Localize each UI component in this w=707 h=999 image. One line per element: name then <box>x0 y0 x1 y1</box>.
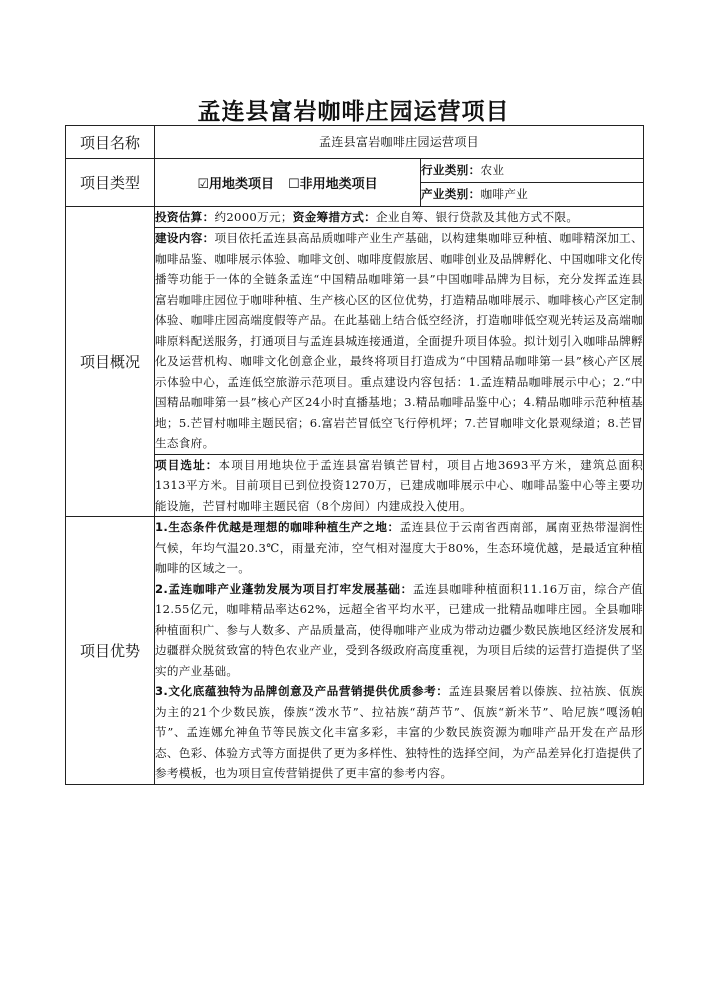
sector-category <box>421 183 644 207</box>
industry-category <box>421 159 644 183</box>
project-table <box>65 125 644 785</box>
label-project-type: 项目类型 <box>66 159 155 207</box>
advantage-text: 孟连县咖啡种植面积11.16万亩，综合产值12.55亿元，咖啡精品率达62%，远超全省平均水平，已建成一批精品咖啡庄园。全县咖啡种植面积广、参与人数多、产品质量高，使得咖啡产业成为带动边疆少数民族地区经济发展和边疆群众脱贫致富的特色农业产业，受到各级政府高度重视，为项目后续的运营打造提供了坚实的产业基础。 <box>155 581 643 678</box>
row-project-name <box>66 126 644 159</box>
funding-label: 资金筹措方式： <box>292 209 377 224</box>
land-project-checkbox[interactable]: ☑用地类项目 <box>197 176 274 192</box>
row-overview-investment <box>66 206 644 228</box>
row-project-type <box>66 159 644 183</box>
project-type-options <box>155 159 421 207</box>
sector-label: 产业类别： <box>421 187 481 201</box>
label-project-name: 项目名称 <box>66 126 155 159</box>
advantage-item <box>155 517 643 579</box>
advantage-text: 孟连县位于云南省西南部，属南亚热带湿润性气候，年均气温20.3℃，雨量充沛，空气相对湿度大于80%，生态环境优越，是最适宜种植咖啡的区域之一。 <box>155 520 643 575</box>
row-advantages <box>66 517 644 785</box>
industry-value: 农业 <box>480 163 505 178</box>
investment-paragraph <box>155 206 644 228</box>
site-text: 本项目用地块位于孟连县富岩镇芒冒村，项目占地3693平方米，建筑总面积1313平方米。目前项目已到位投资1270万，已建成咖啡展示中心、咖啡品鉴中心等主要功能设施，芒冒村咖啡主题民宿（8个房间）内建成投入使用。 <box>155 457 643 513</box>
site-paragraph <box>155 454 644 517</box>
advantage-text: 孟连县聚居着以傣族、拉祜族、佤族为主的21个少数民族，傣族“泼水节”、拉祜族“葫芦节”、佤族“新米节”、哈尼族“嘎汤帕节”、孟连娜允神鱼节等民族文化丰富多彩，丰富的少数民族资源为咖啡产品开发在产品形态、色彩、体验方式等方面提供了更为多样性、独特性的选择空间，为产品差异化打造提供了参考模板，也为项目宣传营销提供了更丰富的参考内容。 <box>155 684 643 780</box>
investment-text: 约2000万元； <box>214 209 293 224</box>
label-advantages: 项目优势 <box>66 517 155 785</box>
construction-text: 项目依托孟连县高品质咖啡产业生产基础，以构建集咖啡豆种植、咖啡精深加工、咖啡品鉴、咖啡展示体验、咖啡文创、咖啡度假旅居、咖啡创业及品牌孵化、中国咖啡文化传播等功能于一体的全链条孟连“中国精品咖啡第一县”中国咖啡品牌为目标，充分发挥孟连县富岩咖啡庄园位于咖啡种植、生产核心区的区位优势，打造精品咖啡展示、咖啡核心产区定制体验、咖啡庄园高端度假等产品。在此基础上结合低空经济，打造咖啡低空观光转运及高端咖啡原料配送服务，打通项目与孟连县城连接通道，全面提升项目体验。拟计划引入咖啡品牌孵化及运营机构、咖啡文化创意企业，最终将项目打造成为“中国精品咖啡第一县”核心产区展示体验中心，孟连低空旅游示范项目。重点建设内容包括：1.孟连精品咖啡展示中心；2.“中国精品咖啡第一县”核心产区24小时直播基地；3.精品咖啡品鉴中心；4.精品咖啡示范种植基地；5.芒冒村咖啡主题民宿；6.富岩芒冒低空飞行停机坪；7.芒冒咖啡文化景观绿道；8.芒冒生态食府。 <box>155 231 643 450</box>
non-land-project-checkbox[interactable]: ☐非用地类项目 <box>288 176 378 192</box>
value-project-name: 孟连县富岩咖啡庄园运营项目 <box>155 126 644 159</box>
sector-value: 咖啡产业 <box>480 187 529 201</box>
industry-label: 行业类别： <box>421 163 481 178</box>
document-title: 孟连县富岩咖啡庄园运营项目 <box>197 98 510 125</box>
construction-label: 建设内容： <box>155 231 215 245</box>
advantages-content <box>155 517 644 785</box>
construction-paragraph <box>155 228 644 455</box>
advantage-heading: 2.孟连咖啡产业蓬勃发展为项目打牢发展基础： <box>155 581 413 596</box>
investment-label: 投资估算： <box>155 209 215 224</box>
advantage-item <box>155 579 643 682</box>
advantage-heading: 1.生态条件优越是理想的咖啡种植生产之地： <box>155 520 400 534</box>
label-overview: 项目概况 <box>66 206 155 517</box>
site-label: 项目选址： <box>155 457 219 472</box>
funding-text: 企业自筹、银行贷款及其他方式不限。 <box>376 209 579 224</box>
advantage-item <box>155 681 643 784</box>
advantage-heading: 3.文化底蕴独特为品牌创意及产品营销提供优质参考： <box>155 684 449 698</box>
